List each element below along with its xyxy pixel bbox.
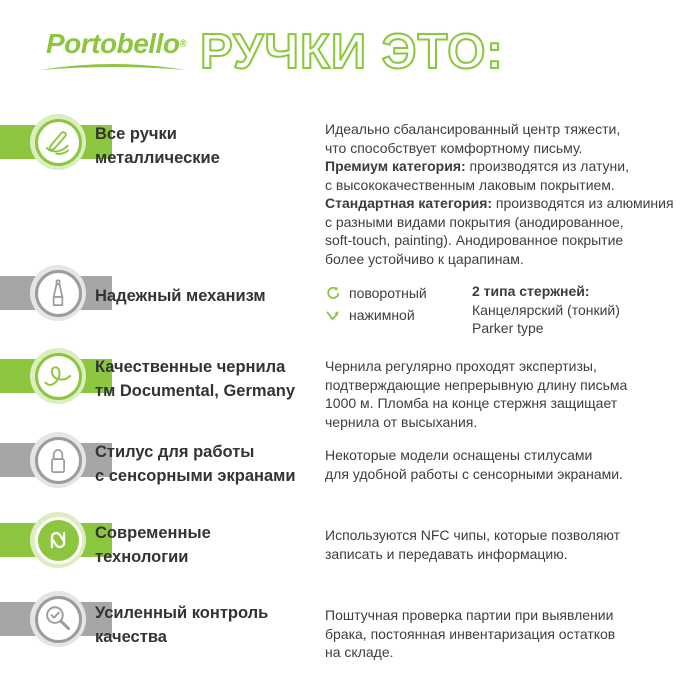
stylus-icon	[38, 440, 78, 480]
feature-icon-circle	[30, 591, 86, 647]
mechanism-option-label: поворотный	[349, 285, 427, 301]
mechanism-option-label: нажимной	[349, 307, 415, 323]
ink-scribble-icon	[38, 356, 78, 396]
feature-title-stylus: Стилус для работы с сенсорными экранами	[95, 443, 296, 485]
rotate-icon	[325, 286, 340, 301]
feature-title-quality: Усиленный контроль качества	[95, 604, 269, 646]
feature-icon-circle	[30, 432, 86, 488]
feature-title-ink: Качественные чернила тм Documental, Germany	[95, 358, 296, 400]
refill-type: Канцелярский (тонкий)	[472, 301, 620, 318]
nfc-icon	[38, 520, 78, 560]
refill-types	[472, 282, 620, 338]
logo-text: Portobello	[46, 28, 180, 59]
feature-desc-metal: Идеально сбалансированный центр тяжести, что способствует комфортному письму. Премиум категория: производятся из латуни, с высококачественным лаковым покрытием. Стандартная категория: производятся из алюминия с разными видами покрытия (анодированное, soft-touch, painting). Анодированное покрытие более устойчиво к царапинам.	[325, 121, 674, 267]
portobello-logo	[46, 28, 187, 60]
feature-icon-circle	[30, 265, 86, 321]
feature-desc-ink: Чернила регулярно проходят экспертизы, подтверждающие непрерывную длину письма 1000 м. Пломба на конце стержня защищает чернила от высыхания.	[325, 358, 628, 430]
registered-mark: ®	[179, 38, 187, 50]
feature-desc-quality: Поштучная проверка партии при выявлении брака, постоянная инвентаризация остатков на складе.	[325, 607, 616, 660]
magnifier-check-icon	[38, 599, 78, 639]
feature-title-metal: Все ручки металлические	[95, 125, 220, 167]
feature-icon-circle	[30, 114, 86, 170]
feature-icon-circle	[30, 512, 86, 568]
mechanism-option	[325, 282, 427, 304]
logo-swoosh-icon	[38, 61, 188, 73]
refill-types-title: 2 типа стержней:	[472, 283, 590, 299]
mechanism-options	[325, 282, 427, 326]
feature-title-mechanism: Надежный механизм	[95, 287, 266, 305]
press-arrow-icon	[325, 308, 340, 323]
feature-desc-stylus: Некоторые модели оснащены стилусами для удобной работы с сенсорными экранами.	[325, 447, 623, 482]
feature-title-technology: Современные технологии	[95, 524, 211, 566]
refill-type: Parker type	[472, 320, 544, 336]
feature-desc-technology: Используются NFC чипы, которые позволяют записать и передавать информацию.	[325, 527, 621, 562]
page-title: РУЧКИ ЭТО:	[200, 25, 504, 79]
pen-tip-icon	[38, 273, 78, 313]
mechanism-option	[325, 304, 427, 326]
feature-icon-circle	[30, 348, 86, 404]
writing-hand-icon	[38, 122, 78, 162]
